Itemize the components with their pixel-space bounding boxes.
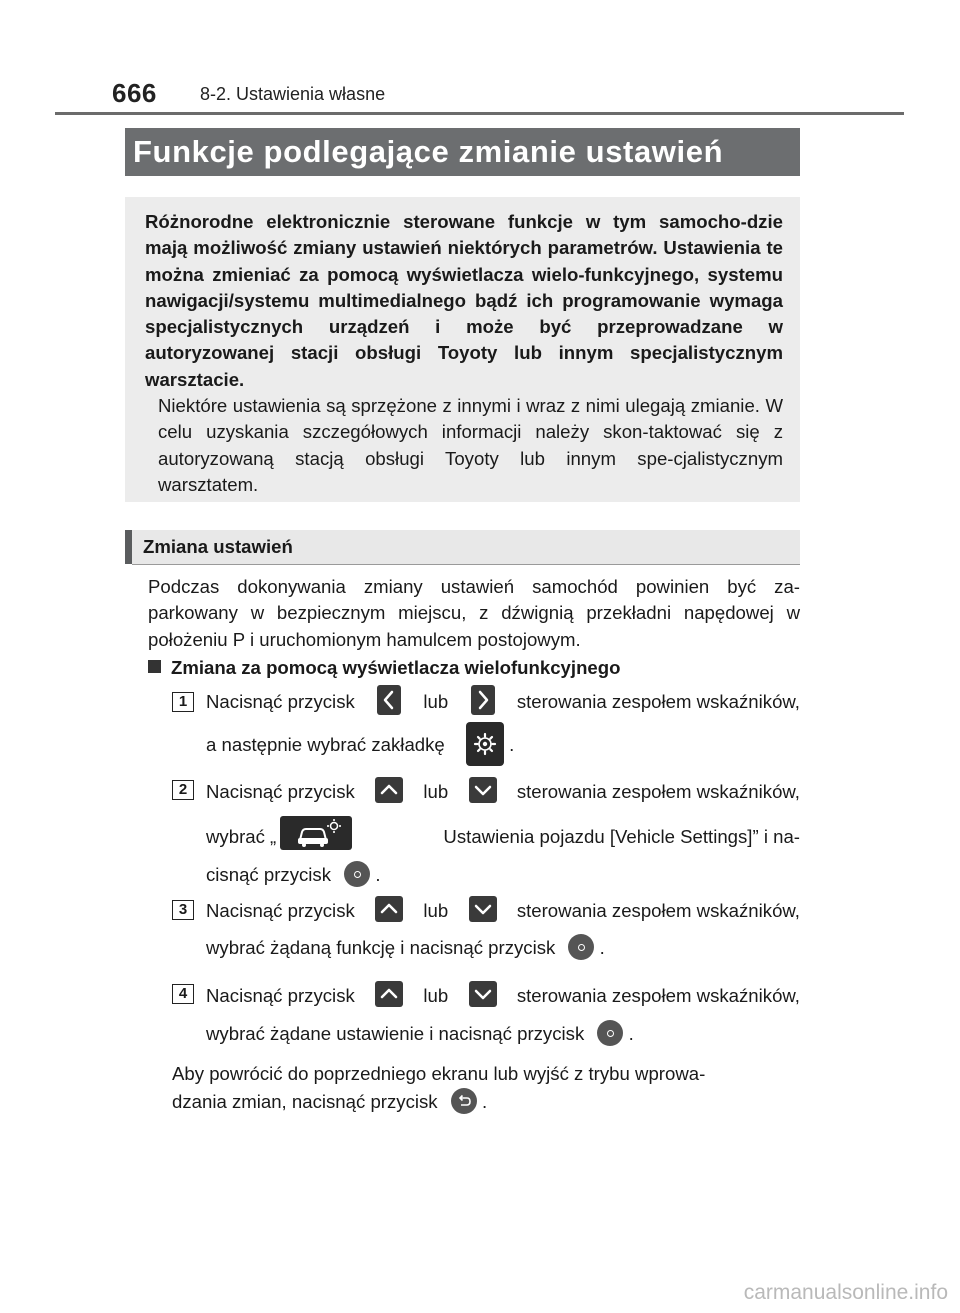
step-2-text-d: cisnąć przycisk [206, 864, 332, 885]
bullet-square-icon [148, 660, 161, 673]
step-1-text-a: Nacisnąć przycisk [206, 691, 355, 712]
step-number-4: 4 [172, 984, 194, 1004]
section-title: 8-2. Ustawienia własne [200, 84, 386, 104]
step-1-lub: lub [423, 691, 449, 712]
closing-text-1: Aby powrócić do poprzedniego ekranu lub wyjść z trybu wprowa- [172, 1063, 706, 1084]
chevron-up-icon [375, 777, 403, 803]
step-4-end: . [628, 1023, 634, 1044]
step-1-text-b: sterowania zespołem wskaźników, [516, 691, 800, 712]
header-rule [55, 112, 904, 115]
step-3-line-2 [206, 933, 605, 963]
step-3-text-b: sterowania zespołem wskaźników, [516, 900, 800, 921]
step-number-3: 3 [172, 900, 194, 920]
vehicle-settings-icon [280, 816, 352, 850]
step-2-text-c-open: wybrać „ [206, 826, 277, 847]
intro-note-text: Niektóre ustawienia są sprzężone z innymi i wraz z nimi ulegają zmianie. W celu uzyskania szczegółowych informacji należy skon-taktować się z autoryzowaną stacją obsługi Toyoty lub innym spe-cjalistycznym warsztatem. [158, 395, 783, 495]
step-4-line-1 [206, 980, 800, 1012]
subsection-heading [125, 530, 800, 564]
watermark: carmanualsonline.info [743, 1281, 948, 1304]
back-button-icon [451, 1088, 477, 1114]
closing-line-1 [172, 1060, 800, 1088]
step-3-lub: lub [423, 900, 449, 921]
ok-button-icon [344, 861, 370, 887]
settings-gear-icon [466, 722, 504, 766]
step-4-text-b: sterowania zespołem wskaźników, [516, 985, 800, 1006]
step-3-text-c: wybrać żądaną funkcję i nacisnąć przycisk [206, 937, 556, 958]
bullet-heading [148, 657, 620, 679]
ok-button-icon [597, 1020, 623, 1046]
chevron-down-icon [469, 777, 497, 803]
step-number-1: 1 [172, 692, 194, 712]
step-1-text-c: a następnie wybrać zakładkę [206, 734, 445, 755]
step-4-text-c: wybrać żądane ustawienie i nacisnąć przycisk [206, 1023, 585, 1044]
step-2-vehicle-group [206, 820, 352, 854]
step-2-lub: lub [423, 781, 449, 802]
chevron-left-icon [377, 685, 401, 715]
step-1-end: . [509, 734, 515, 755]
step-4-line-2 [206, 1019, 634, 1049]
step-2-text-c: Ustawienia pojazdu [Vehicle Settings]” i na- [443, 826, 800, 847]
step-1-line-1 [206, 686, 800, 718]
bullet-heading-text: Zmiana za pomocą wyświetlacza wielofunkcyjnego [171, 657, 621, 678]
step-3-line-1 [206, 895, 800, 927]
chevron-down-icon [469, 981, 497, 1007]
step-3-end: . [599, 937, 605, 958]
step-2-end: . [375, 864, 381, 885]
subsection-paragraph: Podczas dokonywania zmiany ustawień samochód powinien być za-parkowany w bezpiecznym miejscu, z dźwignią przekładni napędowej w położeniu P i uruchomionym hamulcem postojowym. [148, 576, 800, 650]
chevron-right-icon [471, 685, 495, 715]
chevron-up-icon [375, 896, 403, 922]
closing-text-2: dzania zmian, nacisnąć przycisk [172, 1091, 438, 1112]
step-2-text-a: Nacisnąć przycisk [206, 781, 355, 802]
page-header [108, 76, 904, 112]
step-2-line-3 [206, 860, 381, 890]
step-2-line-1 [206, 776, 800, 808]
step-2-text-b: sterowania zespołem wskaźników, [516, 781, 800, 802]
intro-box [125, 197, 800, 502]
intro-bold-text: Różnorodne elektronicznie sterowane funkcje w tym samocho-dzie mają możliwość zmiany ustawień niektórych parametrów. Ustawienia te można zmieniać za pomocą wyświetlacza wielo-funkcyjnego, systemu nawigacji/systemu multimedialnego bądź ich programowanie wymaga specjalistycznych urządzeń i może być przeprowadzane w autoryzowanej stacji obsługi Toyoty lub innym specjalistycznym warsztacie. [145, 211, 783, 390]
closing-end: . [481, 1091, 488, 1112]
page-number: 666 [112, 78, 157, 108]
step-2-line-2 [206, 818, 800, 856]
step-4-text-a: Nacisnąć przycisk [206, 985, 355, 1006]
subsection-rule [132, 564, 800, 565]
chevron-up-icon [375, 981, 403, 1007]
step-4-lub: lub [423, 985, 449, 1006]
closing-line-2 [172, 1086, 487, 1118]
chevron-down-icon [469, 896, 497, 922]
ok-button-icon [568, 934, 594, 960]
page-title: Funkcje podlegające zmianie ustawień [125, 128, 800, 176]
step-number-2: 2 [172, 780, 194, 800]
step-3-text-a: Nacisnąć przycisk [206, 900, 355, 921]
step-1-line-2 [206, 722, 514, 768]
subsection-heading-text: Zmiana ustawień [143, 536, 293, 557]
